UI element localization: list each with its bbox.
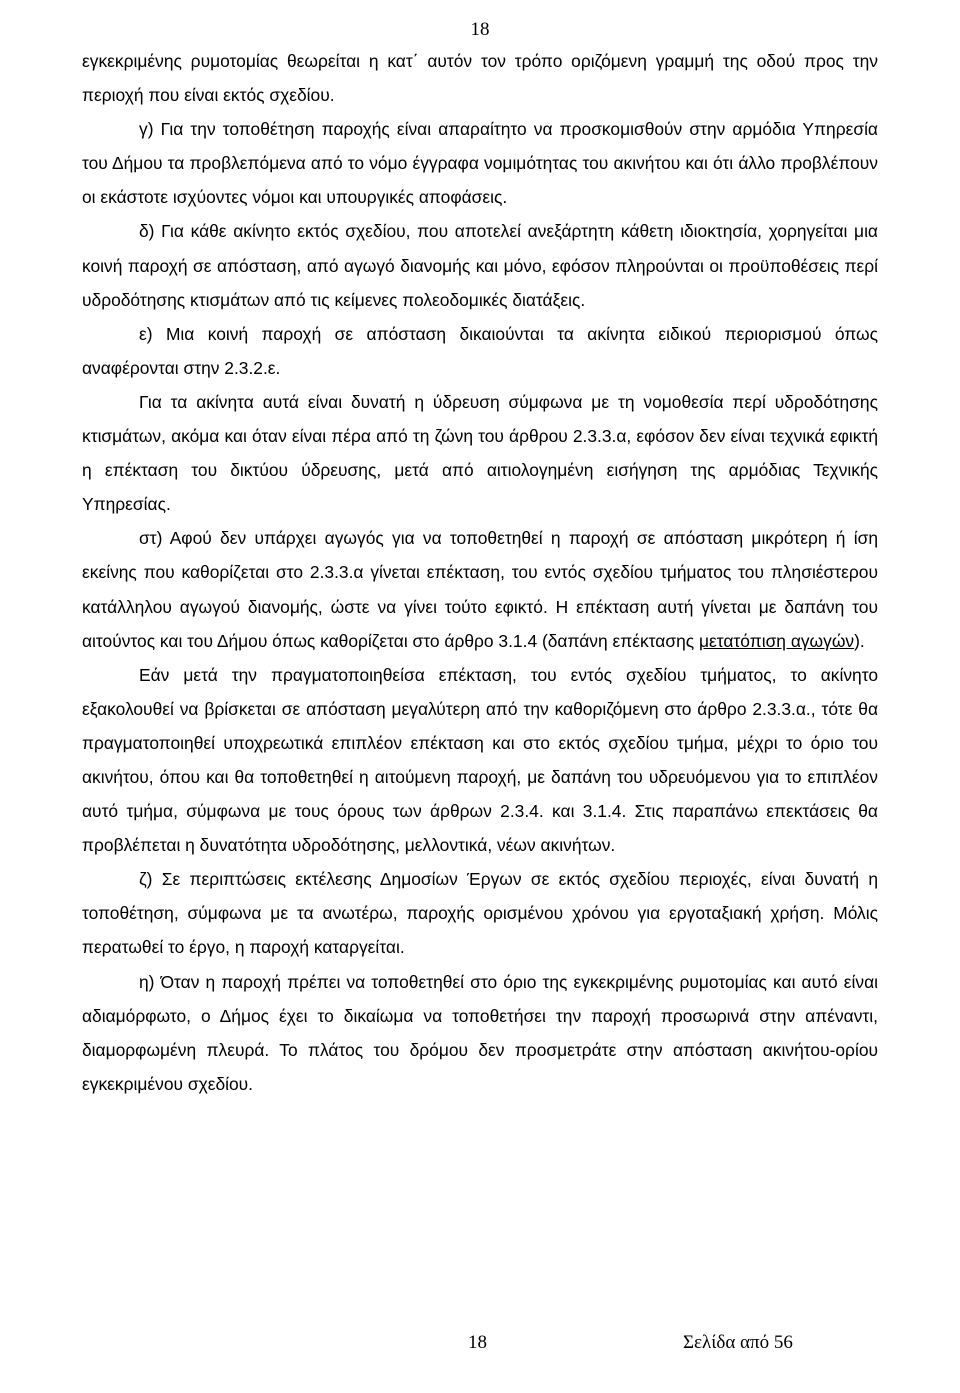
document-body — [82, 44, 878, 1101]
paragraph-epsilon-detail: Για τα ακίνητα αυτά είναι δυνατή η ύδρευση σύμφωνα με τη νομοθεσία περί υδροδότησης κτισμάτων, ακόμα και όταν είναι πέρα από τη ζώνη του άρθρου 2.3.3.α, εφόσον δεν είναι τεχνικά εφικτή η επέκταση του δικτύου ύδρευσης, μετά από αιτιολογημένη εισήγηση της αρμόδιας Τεχνικής Υπηρεσίας. — [82, 391, 878, 515]
paragraph-delta: δ) Για κάθε ακίνητο εκτός σχεδίου, που αποτελεί ανεξάρτητη κάθετη ιδιοκτησία, χορηγείται μια κοινή παροχή σε απόσταση, από αγωγό διανομής και μόνο, εφόσον πληρούνται οι προϋποθέσεις περί υδροδότησης κτισμάτων από τις κείμενες πολεοδομικές διατάξεις. — [82, 221, 878, 310]
paragraph-epsilon: ε) Μια κοινή παροχή σε απόσταση δικαιούνται τα ακίνητα ειδικού περιορισμού όπως αναφέρονται στην 2.3.2.ε. — [82, 323, 878, 378]
paragraph-gamma: γ) Για την τοποθέτηση παροχής είναι απαραίτητο να προσκομισθούν στην αρμόδια Υπηρεσία του Δήμου τα προβλεπόμενα από το νόμο έγγραφα νομιμότητας του ακινήτου και ότι άλλο προβλέπουν οι εκάστοτε ισχύοντες νόμοι και υπουργικές αποφάσεις. — [82, 119, 878, 208]
paragraph-eta: η) Όταν η παροχή πρέπει να τοποθετηθεί στο όριο της εγκεκριμένης ρυμοτομίας και αυτό είναι αδιαμόρφωτο, ο Δήμος έχει το δικαίωμα να τοποθετήσει την παροχή προσωρινά στην απέναντι, διαμορφωμένη πλευρά. Το πλάτος του δρόμου δεν προσμετράτε στην απόσταση ακινήτου-ορίου εγκεκριμένου σχεδίου. — [82, 971, 878, 1094]
paragraph-continuation: εγκεκριμένης ρυμοτομίας θεωρείται η κατ΄ αυτόν τον τρόπο οριζόμενη γραμμή της οδού προς την περιοχή που είναι εκτός σχεδίου. — [82, 51, 878, 106]
footer-page-count: Σελίδα από 56 — [683, 1332, 793, 1353]
paragraph-zeta: ζ) Σε περιπτώσεις εκτέλεσης Δημοσίων Έργων σε εκτός σχεδίου περιοχές, είναι δυνατή η τοποθέτηση, σύμφωνα με τα ανωτέρω, παροχής ορισμένου χρόνου για εργοταξιακή χρήση. Μόλις περατωθεί το έργο, η παροχή καταργείται. — [82, 869, 878, 958]
paragraph-st-underlined: μετατόπιση αγωγών — [698, 630, 855, 651]
paragraph-extension: Εάν μετά την πραγματοποιηθείσα επέκταση, του εντός σχεδίου τμήματος, το ακίνητο εξακολουθεί να βρίσκεται σε απόσταση μεγαλύτερη από την καθοριζόμενη στο άρθρο 2.3.3.α., τότε θα πραγματοποιηθεί υποχρεωτικά επιπλέον επέκταση και στο εκτός σχεδίου τμήμα, μέχρι το όριο του ακινήτου, όπου και θα τοποθετηθεί η αιτούμενη παροχή, με δαπάνη του υδρευόμενου για το επιπλέον αυτό τμήμα, σύμφωνα με τους όρους των άρθρων 2.3.4. και 3.1.4. Στις παραπάνω επεκτάσεις θα προβλέπεται η δυνατότητα υδροδότησης, μελλοντικά, νέων ακινήτων. — [82, 664, 878, 856]
paragraph-st — [82, 521, 878, 657]
paragraph-st-tail: ). — [854, 630, 865, 651]
page-footer — [0, 1330, 960, 1356]
page-number-top: 18 — [470, 19, 490, 40]
footer-page-number: 18 — [468, 1332, 487, 1353]
paragraph-st-text: στ) Αφού δεν υπάρχει αγωγός για να τοποθετηθεί η παροχή σε απόσταση μικρότερη ή ίση εκείνης που καθορίζεται στο 2.3.3.α γίνεται επέκταση, του εντός σχεδίου τμήματος του πλησιέστερου κατάλληλου αγωγού διανομής, ώστε να γίνει τούτο εφικτό. Η επέκταση αυτή γίνεται με δαπάνη του αιτούντος και του Δήμου όπως καθορίζεται στο άρθρο 3.1.4 (δαπάνη επέκτασης — [82, 528, 878, 651]
